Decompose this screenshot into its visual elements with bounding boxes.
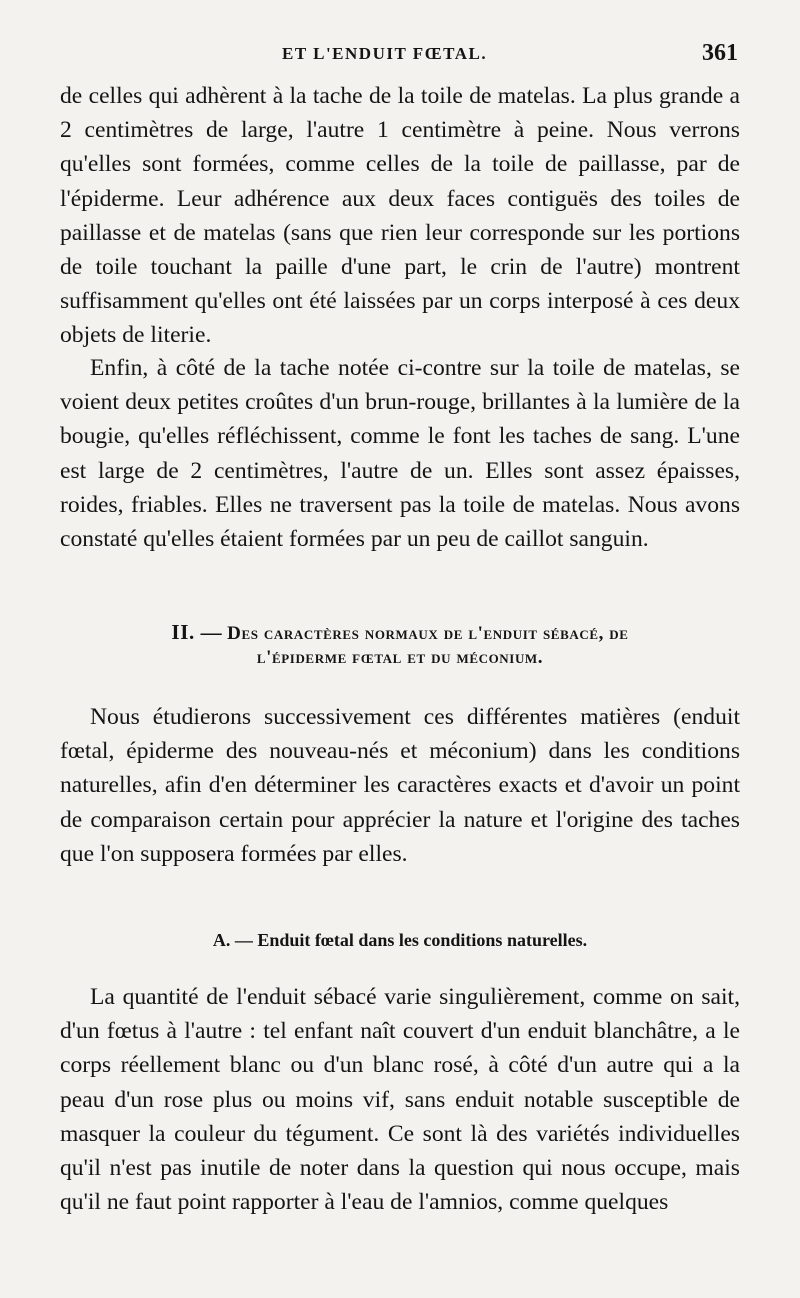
section-heading bbox=[60, 620, 740, 670]
paragraph-block-3 bbox=[60, 700, 740, 871]
section-title-line-1: Des caractères normaux de l'enduit sébacé, de bbox=[227, 623, 629, 644]
paragraph-continued: de celles qui adhèrent à la tache de la toile de matelas. La plus grande a 2 centimètres de large, l'autre 1 centimètre à peine. Nous verrons qu'elles sont formées, comme celles de la toile de paillasse, par de l'épiderme. Leur adhérence aux deux faces contiguës des toiles de paillasse et de matelas (sans que rien leur corresponde sur les portions de toile touchant la paille d'une part, le crin de l'autre) montrent suffisamment qu'elles ont été laissées par un corps interposé à ces deux objets de literie. bbox=[60, 83, 740, 349]
paragraph-block-1 bbox=[60, 79, 740, 353]
section-number: II. — bbox=[171, 620, 223, 644]
section-heading-line-1 bbox=[60, 620, 740, 646]
paragraph-blood-crusts: Enfin, à côté de la tache notée ci-contre sur la toile de matelas, se voient deux petites croûtes d'un brun-rouge, brillantes à la lumière de la bougie, qu'elles réfléchissent, comme le font les taches de sang. L'une est large de 2 centimètres, l'autre de un. Elles sont assez épaisses, roides, friables. Elles ne traversent pas la toile de matelas. Nous avons constaté qu'elles étaient formées par un peu de caillot sanguin. bbox=[60, 355, 740, 553]
page-number: 361 bbox=[702, 40, 738, 66]
paragraph-block-4 bbox=[60, 980, 740, 1219]
page-header bbox=[0, 40, 800, 74]
section-title-line-2: l'épiderme fœtal et du méconium. bbox=[256, 647, 544, 668]
section-heading-line-2 bbox=[60, 646, 740, 670]
running-head: ET L'ENDUIT FŒTAL. bbox=[282, 44, 488, 63]
paragraph-study-intro: Nous étudierons successivement ces différentes matières (enduit fœtal, épiderme des nouveau-nés et méconium) dans les conditions naturelles, afin d'en déterminer les caractères exacts et d'avoir un point de comparaison certain pour apprécier la nature et l'origine des taches que l'on supposera formées par elles. bbox=[60, 704, 740, 867]
paragraph-sebaceous-quantity: La quantité de l'enduit sébacé varie singulièrement, comme on sait, d'un fœtus à l'autre : tel enfant naît couvert d'un enduit blanchâtre, a le corps réellement blanc ou d'un blanc rosé, à côté d'un autre qui a la peau d'un rose plus ou moins vif, sans enduit notable susceptible de masquer la couleur du tégument. Ce sont là des variétés individuelles qu'il n'est pas inutile de noter dans la question qui nous occupe, mais qu'il ne faut point rapporter à l'eau de l'amnios, comme quelques bbox=[60, 984, 740, 1216]
paragraph-block-2 bbox=[60, 351, 740, 556]
subsection-heading: A. — Enduit fœtal dans les conditions naturelles. bbox=[212, 930, 588, 950]
